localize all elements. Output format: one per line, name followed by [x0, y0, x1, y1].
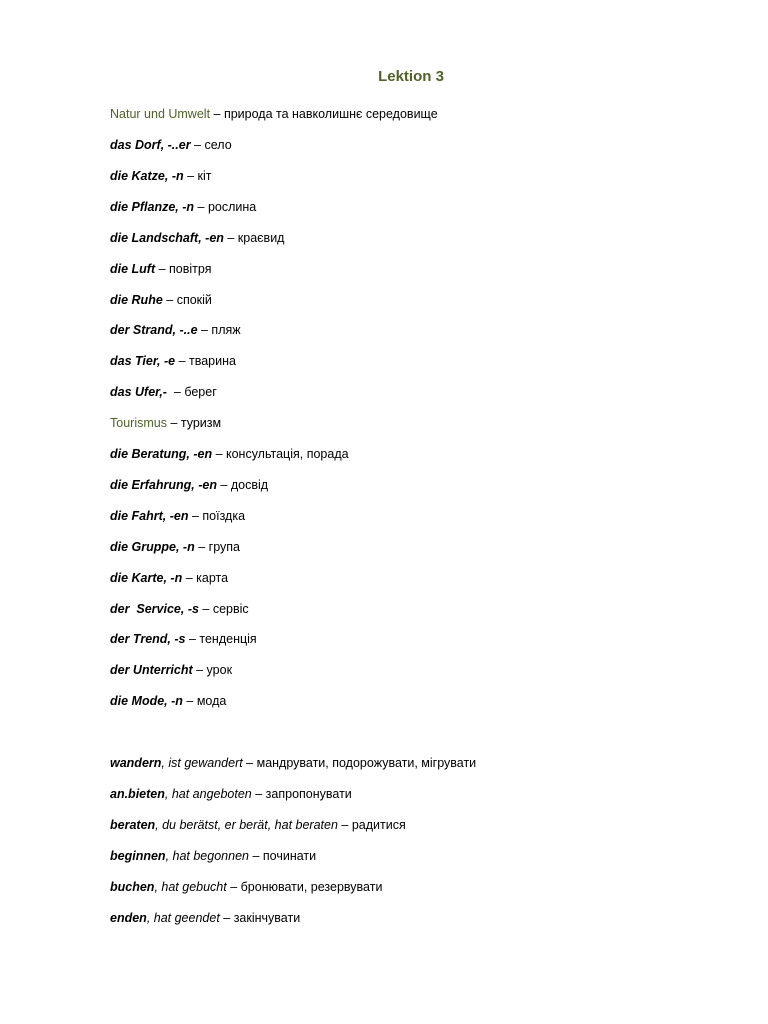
german-term: die Luft — [110, 261, 156, 276]
translation: – рослина — [194, 199, 257, 214]
vocab-entry — [110, 601, 249, 617]
verb-forms: , hat begonnen — [165, 849, 249, 863]
translation: – мандрувати, подорожувати, мігрувати — [242, 756, 477, 770]
vocab-entry — [110, 631, 257, 647]
translation: – карта — [182, 570, 229, 585]
verb-forms: , hat angeboten — [164, 787, 252, 801]
translation: – закінчувати — [219, 911, 301, 925]
translation: – краєвид — [223, 230, 285, 245]
verb-infinitive: wandern — [110, 756, 162, 770]
section-heading-tourism — [110, 415, 221, 431]
translation: – починати — [248, 849, 317, 863]
vocab-entry — [110, 570, 228, 586]
vocab-entry — [110, 446, 349, 462]
page-title: Lektion 3 — [378, 68, 444, 85]
verb-forms: , ist gewandert — [161, 756, 243, 770]
verb-entry — [110, 786, 352, 802]
translation: – бронювати, резервувати — [226, 880, 383, 894]
vocab-entry — [110, 199, 256, 215]
vocab-entry — [110, 168, 212, 184]
translation: – запропонувати — [251, 787, 352, 801]
german-term: die Fahrt, -en — [110, 508, 189, 523]
heading-uk: природа та навколишнє середовище — [223, 107, 438, 121]
translation: – кіт — [183, 168, 212, 183]
verb-infinitive: beraten — [110, 818, 156, 832]
translation: – тенденція — [185, 632, 257, 647]
german-term: die Ruhe — [110, 292, 163, 307]
german-term: die Erfahrung, -en — [110, 477, 217, 492]
translation: – тварина — [175, 354, 236, 369]
heading-sep: – — [210, 107, 224, 121]
heading-uk: туризм — [180, 416, 222, 430]
translation: – радитися — [337, 818, 406, 832]
vocab-entry — [110, 322, 241, 338]
translation: – село — [190, 138, 232, 152]
vocab-entry — [110, 261, 211, 277]
verb-entry — [110, 910, 300, 926]
german-term: der Trend, -s — [110, 632, 186, 647]
translation: – пляж — [197, 323, 241, 338]
translation: – група — [194, 539, 240, 554]
german-term: die Pflanze, -n — [110, 199, 195, 214]
german-term: der Strand, -..e — [110, 323, 198, 338]
translation: – досвід — [216, 477, 269, 492]
vocab-entry — [110, 230, 284, 246]
vocab-entry — [110, 662, 232, 678]
translation: – берег — [166, 385, 217, 400]
translation: – спокій — [162, 292, 212, 307]
translation: – урок — [192, 663, 233, 678]
german-term: das Dorf, -..er — [110, 138, 191, 152]
verb-forms: , hat geendet — [146, 911, 220, 925]
german-term: die Mode, -n — [110, 694, 183, 709]
verb-entry — [110, 755, 476, 771]
vocab-entry — [110, 384, 217, 400]
verb-entry — [110, 848, 316, 864]
section-heading-nature — [110, 106, 438, 122]
translation: – повітря — [155, 261, 212, 276]
verb-infinitive: enden — [110, 911, 147, 925]
verb-infinitive: an.bieten — [110, 787, 165, 801]
vocab-entry — [110, 508, 245, 524]
translation: – сервіс — [198, 601, 249, 616]
vocab-entry — [110, 539, 240, 555]
translation: – поїздка — [188, 508, 246, 523]
vocab-entry — [110, 477, 268, 493]
translation: – консультація, порада — [212, 447, 349, 461]
verb-entry — [110, 817, 406, 833]
vocab-entry — [110, 292, 212, 308]
german-term: die Karte, -n — [110, 570, 183, 585]
german-term: der Unterricht — [110, 663, 193, 678]
vocab-entry — [110, 353, 236, 369]
heading-sep: – — [166, 416, 181, 430]
german-term: die Gruppe, -n — [110, 539, 195, 554]
translation: – мода — [182, 694, 227, 709]
verb-infinitive: buchen — [110, 880, 155, 894]
verb-forms: , hat gebucht — [154, 880, 227, 894]
vocab-entry — [110, 693, 226, 709]
german-term: die Beratung, -en — [110, 447, 213, 461]
verb-forms: , du berätst, er berät, hat beraten — [155, 818, 338, 832]
german-term: das Ufer,- — [110, 385, 167, 400]
heading-de: Tourismus — [110, 416, 167, 430]
german-term: das Tier, -e — [110, 354, 176, 369]
heading-de: Natur und Umwelt — [110, 107, 211, 121]
vocab-entry — [110, 137, 232, 153]
german-term: die Katze, -n — [110, 168, 184, 183]
german-term: die Landschaft, -en — [110, 230, 224, 245]
verb-infinitive: beginnen — [110, 849, 166, 863]
german-term: der Service, -s — [110, 601, 199, 616]
verb-entry — [110, 879, 382, 895]
